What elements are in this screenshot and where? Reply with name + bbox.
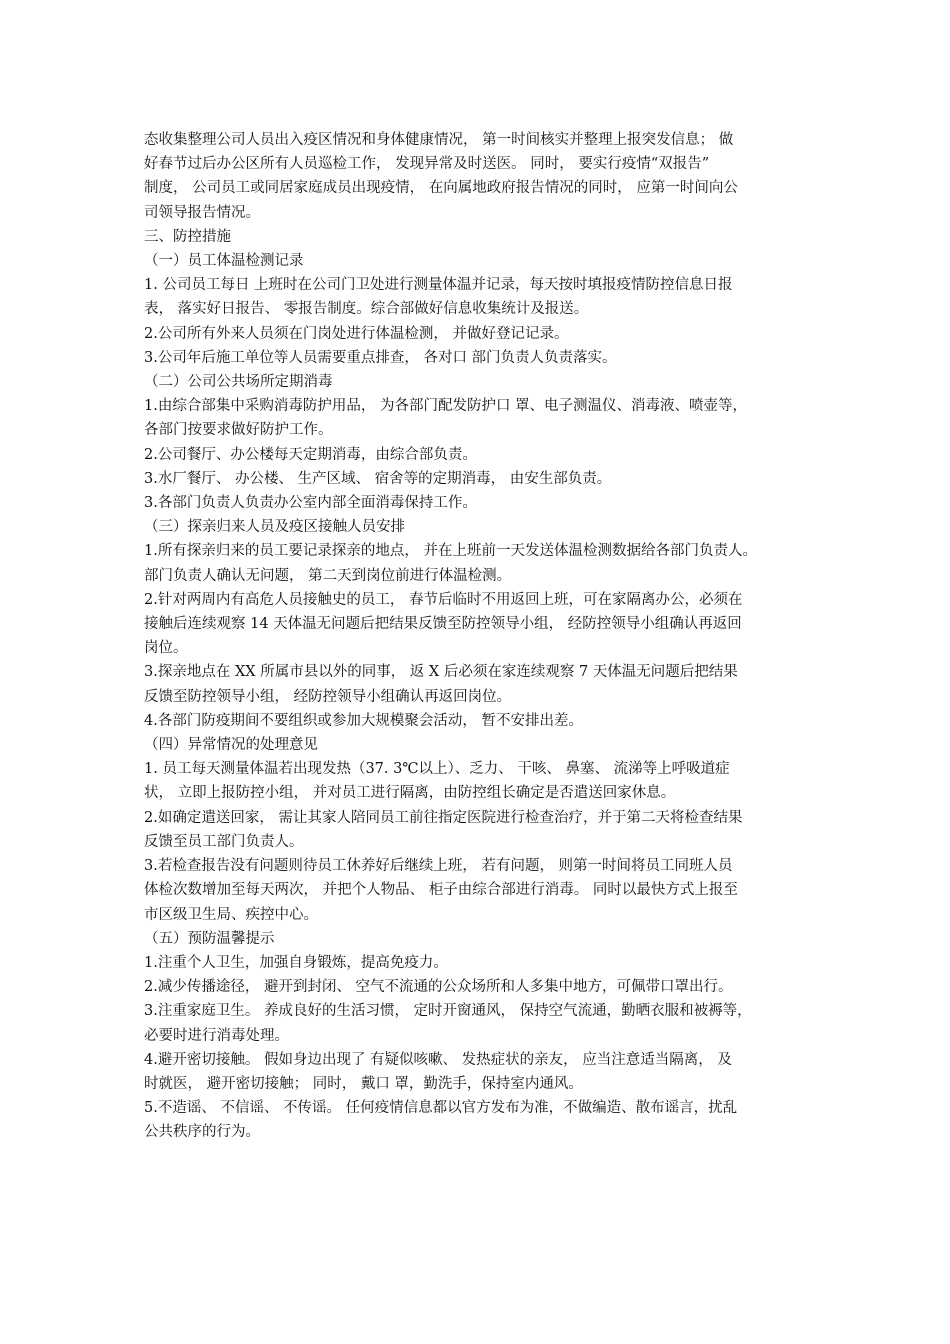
text-line: 2.公司餐厅、办公楼每天定期消毒，由综合部负责。 [144, 446, 477, 463]
text-line: 3.水厂餐厅、 办公楼、 生产区域、 宿舍等的定期消毒， 由安生部负责。 [144, 470, 612, 487]
text-line: 必要时进行消毒处理。 [144, 1027, 289, 1044]
text-line: 5.不造谣、 不信谣、 不传谣。 任何疫情信息都以官方发布为准，不做编造、散布谣言，扰乱 [144, 1100, 738, 1117]
text-line: 4.各部门防疫期间不要组织或参加大规模聚会活动， 暂不安排出差。 [144, 712, 583, 729]
text-line: 市区级卫生局、疾控中心。 [144, 906, 318, 923]
text-line: 制度， 公司员工或同居家庭成员出现疫情， 在向属地政府报告情况的同时， 应第一时间向公 [144, 180, 738, 197]
text-line: 3.公司年后施工单位等人员需要重点排查， 各对口 部门负责人负责落实。 [144, 349, 617, 366]
text-line: 态收集整理公司人员出入疫区情况和身体健康情况， 第一时间核实并整理上报突发信息； 做 [144, 132, 734, 148]
text-line: 4.避开密切接触。 假如身边出现了 有疑似咳嗽、 发热症状的亲友， 应当注意适当隔离， 及 [144, 1051, 732, 1068]
subsection-heading: （二）公司公共场所定期消毒 [144, 374, 333, 391]
text-line: 岗位。 [144, 640, 188, 657]
text-line: 2.公司所有外来人员须在门岗处进行体温检测， 并做好登记记录。 [144, 325, 569, 342]
section-heading: 三、防控措施 [144, 228, 231, 245]
text-line: 时就医， 避开密切接触； 同时， 戴口 罩，勤洗手，保持室内通风。 [144, 1075, 583, 1092]
text-line: 2.减少传播途径， 避开到封闭、 空气不流通的公众场所和人多集中地方，可佩带口罩出行。 [144, 979, 733, 996]
text-line: 1.注重个人卫生，加强自身锻炼，提高免疫力。 [144, 954, 448, 971]
text-line: 1.由综合部集中采购消毒防护用品， 为各部门配发防护口 罩、电子测温仪、消毒液、喷壶等， [144, 398, 748, 415]
text-line: 3.注重家庭卫生。 养成良好的生活习惯， 定时开窗通风， 保持空气流通，勤晒衣服和被褥等， [144, 1003, 752, 1020]
subsection-heading: （四）异常情况的处理意见 [144, 737, 318, 754]
text-line: 好春节过后办公区所有人员巡检工作， 发现异常及时送医。 同时， 要实行疫情“双报告” [144, 156, 710, 173]
text-line: 3.探亲地点在 XX 所属市县以外的同事， 返 X 后必须在家连续观察 7 天体温无问题后把结果 [144, 664, 738, 681]
text-line: 各部门按要求做好防护工作。 [144, 422, 333, 439]
text-line: 反馈至员工部门负责人。 [144, 833, 304, 850]
text-line: 体检次数增加至每天两次， 并把个人物品、 柜子由综合部进行消毒。 同时以最快方式上报至 [144, 882, 738, 899]
text-line: 状， 立即上报防控小组， 并对员工进行隔离，由防控组长确定是否遣送回家休息。 [144, 785, 676, 802]
text-line: 司领导报告情况。 [144, 204, 260, 221]
text-line: 3.各部门负责人负责办公室内部全面消毒保持工作。 [144, 495, 477, 512]
text-line: 部门负责人确认无问题， 第二天到岗位前进行体温检测。 [144, 567, 512, 584]
text-line: 反馈至防控领导小组， 经防控领导小组确认再返回岗位。 [144, 688, 512, 705]
text-line: 2.针对两周内有高危人员接触史的员工， 春节后临时不用返回上班，可在家隔离办公，必须在 [144, 591, 743, 608]
text-line: 1.所有探亲归来的员工要记录探亲的地点， 并在上班前一天发送体温检测数据给各部门负责人。 [144, 543, 757, 560]
text-line: 1. 公司员工每日 上班时在公司门卫处进行测量体温并记录，每天按时填报疫情防控信息日报 [144, 277, 733, 294]
subsection-heading: （一）员工体温检测记录 [144, 253, 304, 270]
text-line: 接触后连续观察 14 天体温无问题后把结果反馈至防控领导小组， 经防控领导小组确认再返回 [144, 616, 742, 633]
text-line: 公共秩序的行为。 [144, 1124, 260, 1141]
text-line: 2.如确定遣送回家， 需让其家人陪同员工前往指定医院进行检查治疗，并于第二天将检查结果 [144, 809, 743, 826]
subsection-heading: （三）探亲归来人员及疫区接触人员安排 [144, 519, 405, 536]
subsection-heading: （五）预防温馨提示 [144, 930, 275, 947]
text-line: 3.若检查报告没有问题则待员工休养好后继续上班， 若有问题， 则第一时间将员工同班人员 [144, 858, 733, 875]
text-line: 表， 落实好日报告、 零报告制度。综合部做好信息收集统计及报送。 [144, 301, 589, 318]
text-line: 1. 员工每天测量体温若出现发热（37. 3℃以上）、乏力、 干咳、 鼻塞、 流涕等上呼吸道症 [144, 761, 730, 778]
document-body [144, 128, 824, 1145]
